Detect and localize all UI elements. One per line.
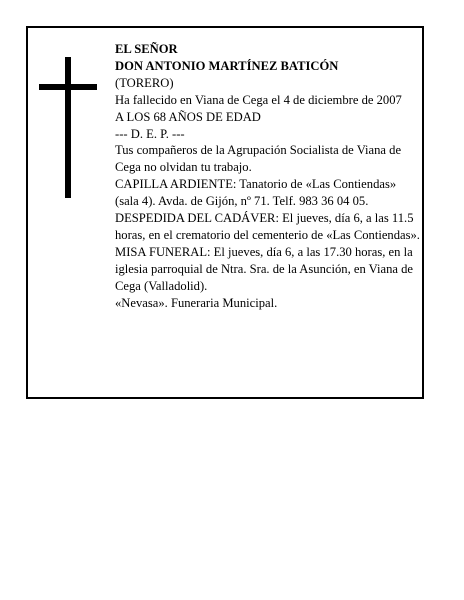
funeral-home: «Nevasa». Funeraria Municipal.	[115, 295, 278, 310]
obituary-notice	[26, 26, 424, 399]
notice-title: EL SEÑOR	[115, 42, 178, 56]
farewell-info: DESPEDIDA DEL CADÁVER: El jueves, día 6, a las 11.5 horas, en el crematorio del cementerio de «Las Contiendas».	[115, 211, 420, 242]
cross-vertical-bar	[65, 57, 71, 198]
mass-info: MISA FUNERAL: El jueves, día 6, a las 17.30 horas, en la iglesia parroquial de Ntra. Sra. de la Asunción, en Viana de Cega (Valladolid).	[115, 244, 414, 293]
tribute-message: Tus compañeros de la Agrupación Socialista de Viana de Cega no olvidan tu trabajo.	[115, 143, 402, 175]
deceased-nickname: (TORERO)	[115, 75, 174, 90]
cross-horizontal-bar	[39, 84, 97, 90]
deceased-name: DON ANTONIO MARTÍNEZ BATICÓN	[115, 58, 339, 73]
chapel-info: CAPILLA ARDIENTE: Tanatorio de «Las Contiendas» (sala 4). Avda. de Gijón, nº 71. Telf. 983 36 04 05.	[115, 177, 397, 209]
rip-line: --- D. E. P. ---	[115, 126, 185, 141]
obituary-text	[115, 41, 421, 312]
death-statement: Ha fallecido en Viana de Cega el 4 de diciembre de 2007	[115, 92, 402, 107]
age-statement: A LOS 68 AÑOS DE EDAD	[115, 109, 261, 124]
